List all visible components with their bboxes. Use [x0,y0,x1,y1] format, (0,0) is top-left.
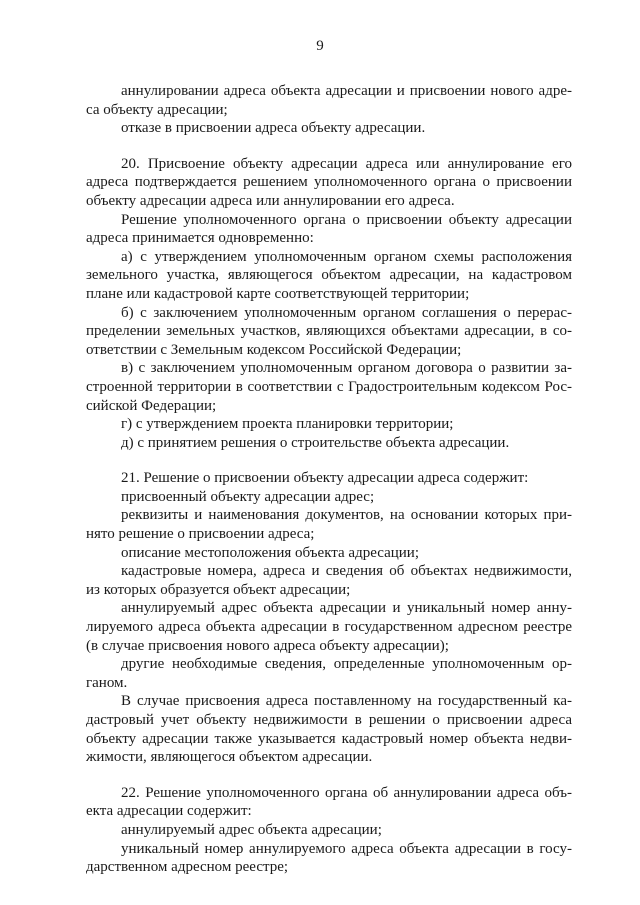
list-item-d: д) с принятием решения о строительстве объекта адресации. [121,434,510,451]
list-item-v: в) с заключением уполномоченным органом договора о развитии застроенной территории в соответствии с Градостроительным кодексом Российской Федерации; [86,360,572,414]
paragraph: В случае присвоения адреса поставленному на государственный кадастровый учет объекту недвижимости в решении о присвоении адреса объекту адресации также указывается кадастровый номер объекта недвижимости, являющегося объектом адресации. [86,693,572,766]
list-item-b: б) с заключением уполномоченным органом соглашения о перераспределении земельных участков, являющихся объектами адресации, в соответствии с Земельным кодексом Российской Федерации; [86,304,572,358]
paragraph: аннулируемый адрес объекта адресации; [121,821,382,838]
paragraph: описание местоположения объекта адресации; [121,544,420,561]
section-21-heading: 21. Решение о присвоении объекту адресации адреса содержит: [121,470,529,487]
section-20-heading: 20. Присвоение объекту адресации адреса или аннулирование его адреса подтверждается решением уполномоченного органа о присвоении объекту адресации адреса или аннулировании его адреса. [86,155,572,209]
paragraph: присвоенный объекту адресации адрес; [121,488,375,505]
document-body [86,82,572,877]
paragraph: уникальный номер аннулируемого адреса объекта адресации в государственном адресном реестре; [86,840,572,876]
list-item-g: г) с утверждением проекта планировки территории; [121,416,454,433]
section-gap [86,138,572,155]
list-item-a: а) с утверждением уполномоченным органом схемы расположения земельного участка, являющегося объектом адресации, на кадастровом плане или кадастровой карте соответствующей территории; [86,248,572,302]
section-gap [86,452,572,469]
section-22-heading: 22. Решение уполномоченного органа об аннулировании адреса объекта адресации содержит: [86,784,572,820]
paragraph: аннулируемый адрес объекта адресации и уникальный номер аннулируемого адреса объекта адресации в государственном адресном реестре (в случае присвоения нового адреса объекту адресации); [86,600,572,654]
paragraph: реквизиты и наименования документов, на основании которых принято решение о присвоении адреса; [86,507,572,543]
paragraph: отказе в присвоении адреса объекту адресации. [121,120,426,137]
paragraph: Решение уполномоченного органа о присвоении объекту адресации адреса принимается одновременно: [86,211,572,247]
paragraph: другие необходимые сведения, определенные уполномоченным органом. [86,656,572,691]
paragraph: кадастровые номера, адреса и сведения об объектах недвижимости, из которых образуется объект адресации; [86,563,572,598]
section-gap [86,767,572,784]
page-number: 9 [316,38,324,54]
paragraph: аннулировании адреса объекта адресации и присвоении нового адреса объекту адресации; [86,83,572,118]
